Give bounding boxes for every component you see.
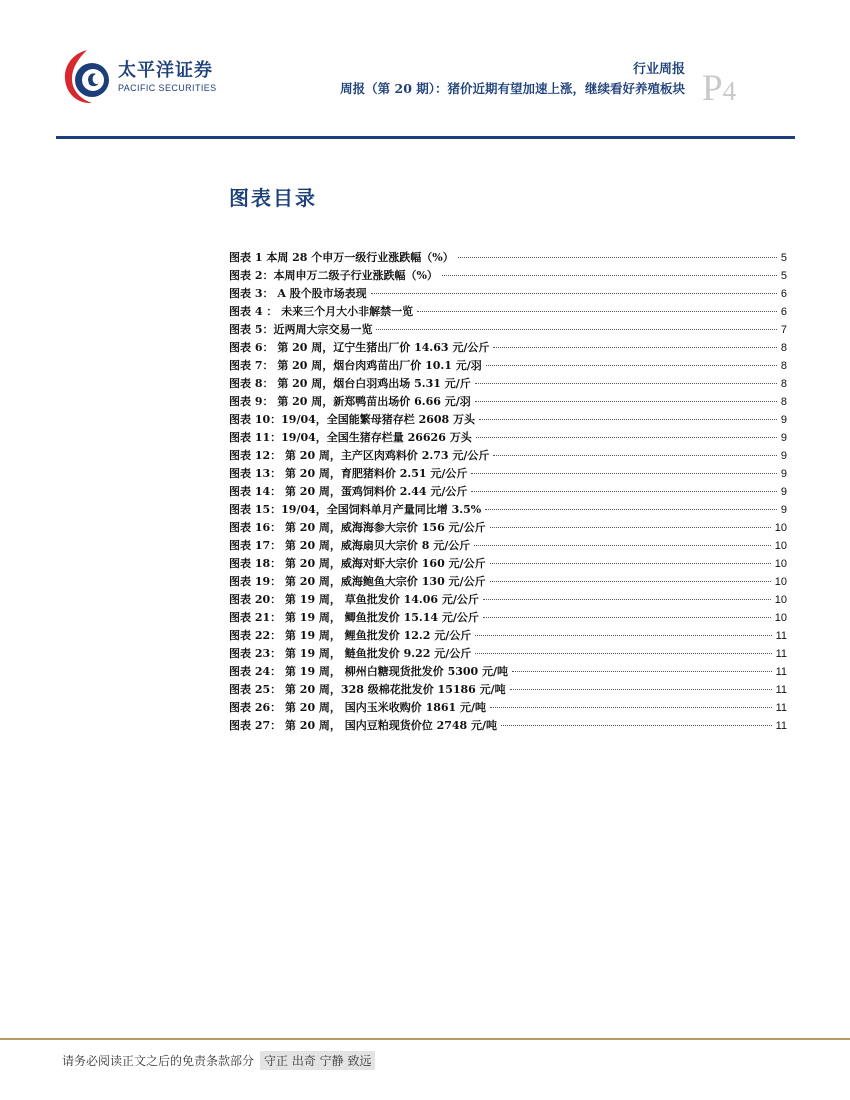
toc-entry-page: 11 xyxy=(775,648,787,660)
toc-entry[interactable] xyxy=(229,465,787,483)
toc-entry-page: 7 xyxy=(780,324,787,336)
toc-entry[interactable] xyxy=(229,681,787,699)
toc-entry-label: 图表 9： 第 20 周，新郑鸭苗出场价 6.66 元/羽 xyxy=(229,395,471,408)
toc-entry-page: 8 xyxy=(780,378,787,390)
toc-dot-leader xyxy=(490,563,771,564)
toc-entry-page: 8 xyxy=(780,396,787,408)
toc-entry-label: 图表 24： 第 19 周， 柳州白糖现货批发价 5300 元/吨 xyxy=(229,665,509,678)
toc-entry[interactable] xyxy=(229,591,787,609)
toc-entry-page: 11 xyxy=(775,702,787,714)
toc-entry-page: 11 xyxy=(775,684,787,696)
toc-entry[interactable] xyxy=(229,429,787,447)
toc-entry-label: 图表 21： 第 19 周， 鲫鱼批发价 15.14 元/公斤 xyxy=(229,611,479,624)
toc-entry-label: 图表 23： 第 19 周， 鲢鱼批发价 9.22 元/公斤 xyxy=(229,647,472,660)
toc-dot-leader xyxy=(471,473,776,474)
toc-dot-leader xyxy=(474,545,770,546)
toc-dot-leader xyxy=(476,437,777,438)
toc-entry-page: 10 xyxy=(774,594,787,606)
toc-entry[interactable] xyxy=(229,339,787,357)
page-prefix: P xyxy=(702,68,723,109)
toc-entry[interactable] xyxy=(229,519,787,537)
toc-entry-label: 图表 15：19/04，全国饲料单月产量同比增 3.5% xyxy=(229,503,482,516)
company-logo xyxy=(60,46,232,108)
toc-entry[interactable] xyxy=(229,501,787,519)
toc-entry-label: 图表 26： 第 20 周， 国内玉米收购价 1861 元/吨 xyxy=(229,701,487,714)
toc-dot-leader xyxy=(493,347,776,348)
footer-disclaimer: 请务必阅读正文之后的免责条款部分 xyxy=(62,1054,255,1068)
header-divider xyxy=(56,136,795,139)
toc-dot-leader xyxy=(417,311,777,312)
page-number xyxy=(702,70,736,107)
toc-entry[interactable] xyxy=(229,357,787,375)
toc-entry[interactable] xyxy=(229,627,787,645)
toc-entry-page: 8 xyxy=(780,360,787,372)
toc-dot-leader xyxy=(458,257,777,258)
toc-dot-leader xyxy=(471,491,776,492)
toc-entry-label: 图表 8： 第 20 周，烟台白羽鸡出场 5.31 元/斤 xyxy=(229,377,471,390)
toc-dot-leader xyxy=(475,635,771,636)
toc-entry[interactable] xyxy=(229,537,787,555)
toc-entry[interactable] xyxy=(229,285,787,303)
toc-entry-page: 10 xyxy=(774,576,787,588)
toc-entry-page: 5 xyxy=(780,270,787,282)
toc-dot-leader xyxy=(483,617,771,618)
toc-entry-label: 图表 17： 第 20 周，威海扇贝大宗价 8 元/公斤 xyxy=(229,539,471,552)
toc-dot-leader xyxy=(475,383,777,384)
toc-entry[interactable] xyxy=(229,267,787,285)
toc-entry-label: 图表 7： 第 20 周，烟台肉鸡苗出厂价 10.1 元/羽 xyxy=(229,359,482,372)
toc-entry-page: 8 xyxy=(780,342,787,354)
toc-entry-page: 9 xyxy=(780,414,787,426)
toc-entry[interactable] xyxy=(229,573,787,591)
toc-entry-page: 9 xyxy=(780,450,787,462)
toc-dot-leader xyxy=(493,455,776,456)
toc-entry-page: 9 xyxy=(780,468,787,480)
footer-motto: 守正 出奇 宁静 致远 xyxy=(260,1051,375,1070)
toc-entry[interactable] xyxy=(229,411,787,429)
pacific-securities-logo-icon xyxy=(60,46,114,108)
toc-entry-label: 图表 3： A 股个股市场表现 xyxy=(229,287,367,300)
toc-dot-leader xyxy=(475,653,771,654)
toc-dot-leader xyxy=(490,527,771,528)
toc-entry[interactable] xyxy=(229,555,787,573)
toc-entry-page: 10 xyxy=(774,540,787,552)
toc-dot-leader xyxy=(486,365,777,366)
toc-entry-page: 9 xyxy=(780,504,787,516)
toc-entry-label: 图表 14： 第 20 周，蛋鸡饲料价 2.44 元/公斤 xyxy=(229,485,468,498)
toc-entry-label: 图表 16： 第 20 周，威海海参大宗价 156 元/公斤 xyxy=(229,521,486,534)
toc-entry[interactable] xyxy=(229,303,787,321)
footer-divider xyxy=(0,1038,850,1040)
toc-entry-page: 9 xyxy=(780,432,787,444)
toc-dot-leader xyxy=(483,599,771,600)
toc-entry-label: 图表 2：本周申万二级子行业涨跌幅（%） xyxy=(229,269,438,282)
toc-entry-page: 11 xyxy=(775,630,787,642)
toc-entry-label: 图表 11：19/04，全国生猪存栏量 26626 万头 xyxy=(229,431,472,444)
toc-dot-leader xyxy=(490,581,771,582)
toc-entry-page: 11 xyxy=(775,720,787,732)
toc-entry-label: 图表 4 ： 未来三个月大小非解禁一览 xyxy=(229,305,414,318)
toc-entry[interactable] xyxy=(229,321,787,339)
toc-entry-page: 9 xyxy=(780,486,787,498)
toc-entry-label: 图表 5：近两周大宗交易一览 xyxy=(229,323,373,336)
toc-entry-page: 11 xyxy=(775,666,787,678)
toc-entry-label: 图表 12： 第 20 周，主产区肉鸡料价 2.73 元/公斤 xyxy=(229,449,490,462)
toc-dot-leader xyxy=(485,509,777,510)
toc-entry-page: 6 xyxy=(780,288,787,300)
toc-entry-label: 图表 22： 第 19 周， 鲤鱼批发价 12.2 元/公斤 xyxy=(229,629,472,642)
toc-entry[interactable] xyxy=(229,645,787,663)
toc-dot-leader xyxy=(371,293,777,294)
toc-dot-leader xyxy=(501,725,772,726)
toc-entry[interactable] xyxy=(229,483,787,501)
toc-entry-label: 图表 13： 第 20 周，育肥猪料价 2.51 元/公斤 xyxy=(229,467,468,480)
toc-entry-page: 6 xyxy=(780,306,787,318)
toc-entry-label: 图表 1 本周 28 个申万一级行业涨跌幅（%） xyxy=(229,251,454,264)
toc-dot-leader xyxy=(512,671,772,672)
toc-entry-page: 10 xyxy=(774,522,787,534)
toc-dot-leader xyxy=(475,401,777,402)
toc-entry[interactable] xyxy=(229,699,787,717)
toc-dot-leader xyxy=(479,419,777,420)
toc-entry-label: 图表 6： 第 20 周，辽宁生猪出厂价 14.63 元/公斤 xyxy=(229,341,490,354)
toc-entry-label: 图表 10：19/04，全国能繁母猪存栏 2608 万头 xyxy=(229,413,476,426)
toc-entry-label: 图表 20： 第 19 周， 草鱼批发价 14.06 元/公斤 xyxy=(229,593,479,606)
toc-entry-label: 图表 18： 第 20 周，威海对虾大宗价 160 元/公斤 xyxy=(229,557,486,570)
toc-entry[interactable] xyxy=(229,249,787,267)
toc-dot-leader xyxy=(376,329,776,330)
company-name-cn: 太平洋证券 xyxy=(118,60,213,81)
toc-entry-label: 图表 25： 第 20 周，328 级棉花批发价 15186 元/吨 xyxy=(229,683,506,696)
toc-entry[interactable] xyxy=(229,447,787,465)
toc-entry-label: 图表 19： 第 20 周，威海鲍鱼大宗价 130 元/公斤 xyxy=(229,575,486,588)
toc-entry[interactable] xyxy=(229,375,787,393)
toc-entry[interactable] xyxy=(229,663,787,681)
toc-dot-leader xyxy=(490,707,772,708)
table-of-figures xyxy=(229,249,787,735)
toc-dot-leader xyxy=(510,689,772,690)
toc-entry-page: 5 xyxy=(780,252,787,264)
toc-entry[interactable] xyxy=(229,609,787,627)
toc-dot-leader xyxy=(442,275,777,276)
toc-entry-page: 10 xyxy=(774,558,787,570)
report-type: 行业周报 xyxy=(632,62,685,77)
section-title: 图表目录 xyxy=(229,186,317,210)
toc-entry-page: 10 xyxy=(774,612,787,624)
toc-entry-label: 图表 27： 第 20 周， 国内豆粕现货价位 2748 元/吨 xyxy=(229,719,498,732)
toc-entry[interactable] xyxy=(229,717,787,735)
toc-entry[interactable] xyxy=(229,393,787,411)
footer xyxy=(62,1051,375,1070)
report-title: 周报（第 20 期）：猪价近期有望加速上涨，继续看好养殖板块 xyxy=(340,81,685,96)
company-name-en: PACIFIC SECURITIES xyxy=(118,83,217,93)
page-number-value: 4 xyxy=(722,76,737,106)
